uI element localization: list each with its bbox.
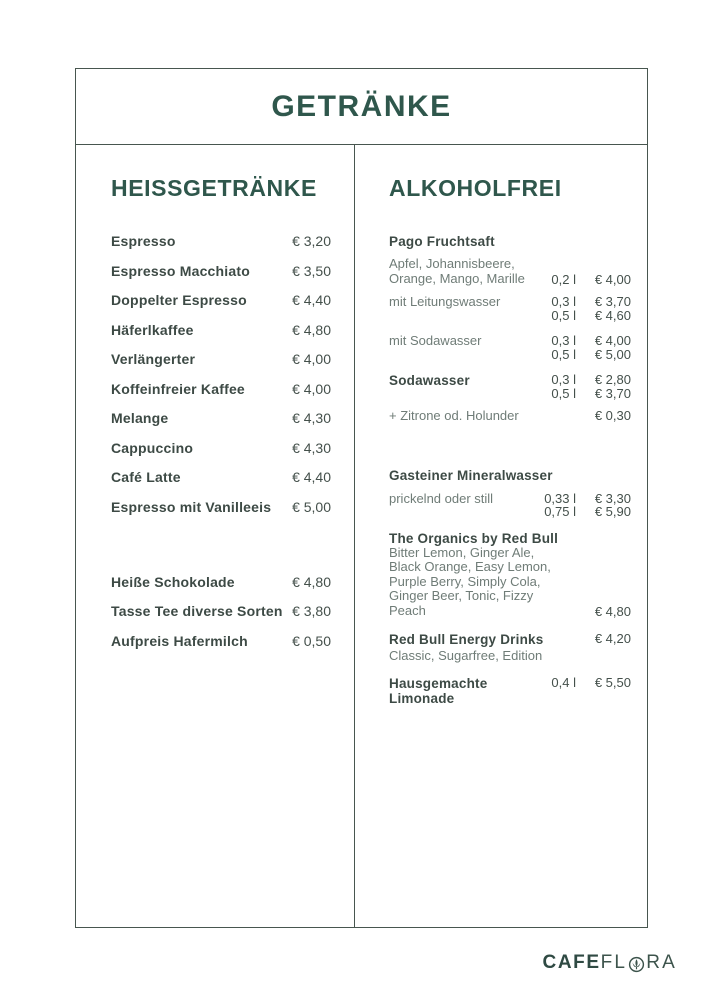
product-variant-row <box>389 334 631 361</box>
product-variant-row <box>389 257 631 286</box>
variant-description: mit Sodawasser <box>389 333 482 348</box>
price-label: € 3,70 <box>594 385 631 401</box>
brand-name-light-pre: FL <box>600 952 628 973</box>
variant-prices <box>544 492 631 519</box>
variant-prices <box>576 409 631 423</box>
menu-item-row <box>111 575 331 589</box>
price-label: € 3,30 <box>594 490 631 506</box>
menu-item-row <box>111 500 331 514</box>
variant-prices <box>551 334 631 361</box>
menu-item-row <box>111 634 331 648</box>
item-name: Aufpreis Hafermilch <box>111 632 248 649</box>
size-label: 0,75 l <box>544 504 576 519</box>
menu-item-row <box>111 352 331 366</box>
item-name: Espresso Macchiato <box>111 262 250 279</box>
item-name: Doppelter Espresso <box>111 292 247 308</box>
product-row <box>389 373 631 400</box>
product-title: Red Bull Energy Drinks <box>389 632 544 647</box>
price-label: € 4,60 <box>594 307 631 323</box>
menu-item-row <box>111 382 331 396</box>
variant-description: mit Leitungswasser <box>389 294 501 309</box>
variant-prices <box>551 295 631 322</box>
item-name: Heiße Schokolade <box>111 573 235 590</box>
product-variant-row <box>389 409 631 424</box>
size-label: 0,5 l <box>551 346 576 362</box>
brand-name-bold: CAFE <box>542 952 601 973</box>
item-price: € 3,50 <box>292 262 331 279</box>
variant-prices <box>551 676 631 690</box>
variant-description: Apfel, Johannisbeere, Orange, Mango, Marille <box>389 256 525 286</box>
item-price: € 4,30 <box>292 439 331 456</box>
variant-prices <box>551 273 631 287</box>
item-price: € 3,80 <box>292 603 331 619</box>
size-label: 0,5 l <box>551 385 576 401</box>
menu-item-row <box>111 323 331 337</box>
menu-title-box <box>75 68 648 145</box>
page-title: GETRÄNKE <box>271 89 452 123</box>
price-label: € 5,00 <box>594 346 631 362</box>
menu-item-row <box>111 264 331 278</box>
size-label: 0,33 l <box>544 490 576 506</box>
left-column-heading: HEISSGETRÄNKE <box>111 175 317 201</box>
size-label: 0,5 l <box>551 307 576 323</box>
item-name: Espresso mit Vanilleeis <box>111 498 272 515</box>
menu-item-row <box>111 411 331 425</box>
price-label: € 4,00 <box>594 271 631 287</box>
item-name: Koffeinfreier Kaffee <box>111 380 245 397</box>
item-name: Tasse Tee diverse Sorten <box>111 603 283 619</box>
item-name: Café Latte <box>111 469 181 485</box>
price-label: € 4,20 <box>594 631 631 646</box>
item-price: € 3,20 <box>292 233 331 249</box>
section-heissgetraenke <box>76 145 355 927</box>
item-price: € 4,80 <box>292 573 331 590</box>
variant-prices <box>576 605 631 619</box>
product-title: Pago Fruchtsaft <box>389 234 495 249</box>
item-price: € 4,00 <box>292 351 331 367</box>
item-price: € 5,00 <box>292 498 331 515</box>
item-price: € 4,00 <box>292 380 331 397</box>
product-title: Sodawasser <box>389 373 470 388</box>
leaf-circle-icon <box>628 956 645 973</box>
product-row <box>389 632 631 647</box>
product-title: Hausgemachte Limonade <box>389 675 488 706</box>
price-label: € 5,90 <box>594 504 631 519</box>
size-label: 0,4 l <box>551 674 576 690</box>
product-variant-row <box>389 546 631 619</box>
item-name: Cappuccino <box>111 439 194 456</box>
product-row <box>389 676 631 706</box>
price-label: € 0,30 <box>594 408 631 423</box>
menu-columns <box>75 145 648 928</box>
menu-item-row <box>111 234 331 248</box>
item-price: € 0,50 <box>292 632 331 649</box>
product-variant-row <box>389 492 631 519</box>
price-label: € 5,50 <box>594 674 631 690</box>
variant-prices <box>576 632 631 646</box>
product-title: The Organics by Red Bull <box>389 530 559 546</box>
price-label: € 4,80 <box>594 603 631 619</box>
item-name: Melange <box>111 410 169 426</box>
section-alkoholfrei <box>355 145 647 927</box>
product-variant-row <box>389 295 631 322</box>
menu-page <box>75 68 648 928</box>
price-label: € 3,70 <box>594 294 631 309</box>
variant-description: Classic, Sugarfree, Edition <box>389 648 543 663</box>
brand-name-light-post: RA <box>646 952 677 973</box>
item-name: Häferlkaffee <box>111 321 194 338</box>
variant-prices <box>551 373 631 400</box>
size-label: 0,3 l <box>551 372 576 387</box>
item-name: Espresso <box>111 233 176 249</box>
right-column-heading: ALKOHOLFREI <box>389 175 562 201</box>
menu-item-row <box>111 293 331 307</box>
brand-logo <box>543 952 678 974</box>
size-label: 0,3 l <box>551 294 576 309</box>
variant-description: Bitter Lemon, Ginger Ale, Black Orange, Easy Lemon, Purple Berry, Simply Cola, Ginger Beer, Tonic, Fizzy Peach <box>389 544 551 618</box>
price-label: € 4,00 <box>594 333 631 348</box>
variant-description: + Zitrone od. Holunder <box>389 408 519 423</box>
size-label: 0,3 l <box>551 333 576 348</box>
item-name: Verlängerter <box>111 351 196 367</box>
item-price: € 4,30 <box>292 410 331 426</box>
size-label: 0,2 l <box>551 271 576 287</box>
menu-item-row <box>111 470 331 484</box>
menu-item-row <box>111 604 331 618</box>
product-title: Gasteiner Mineralwasser <box>389 467 553 483</box>
item-price: € 4,40 <box>292 469 331 485</box>
price-label: € 2,80 <box>594 372 631 387</box>
variant-description: prickelnd oder still <box>389 490 494 506</box>
item-price: € 4,80 <box>292 321 331 338</box>
menu-item-row <box>111 441 331 455</box>
item-price: € 4,40 <box>292 292 331 308</box>
